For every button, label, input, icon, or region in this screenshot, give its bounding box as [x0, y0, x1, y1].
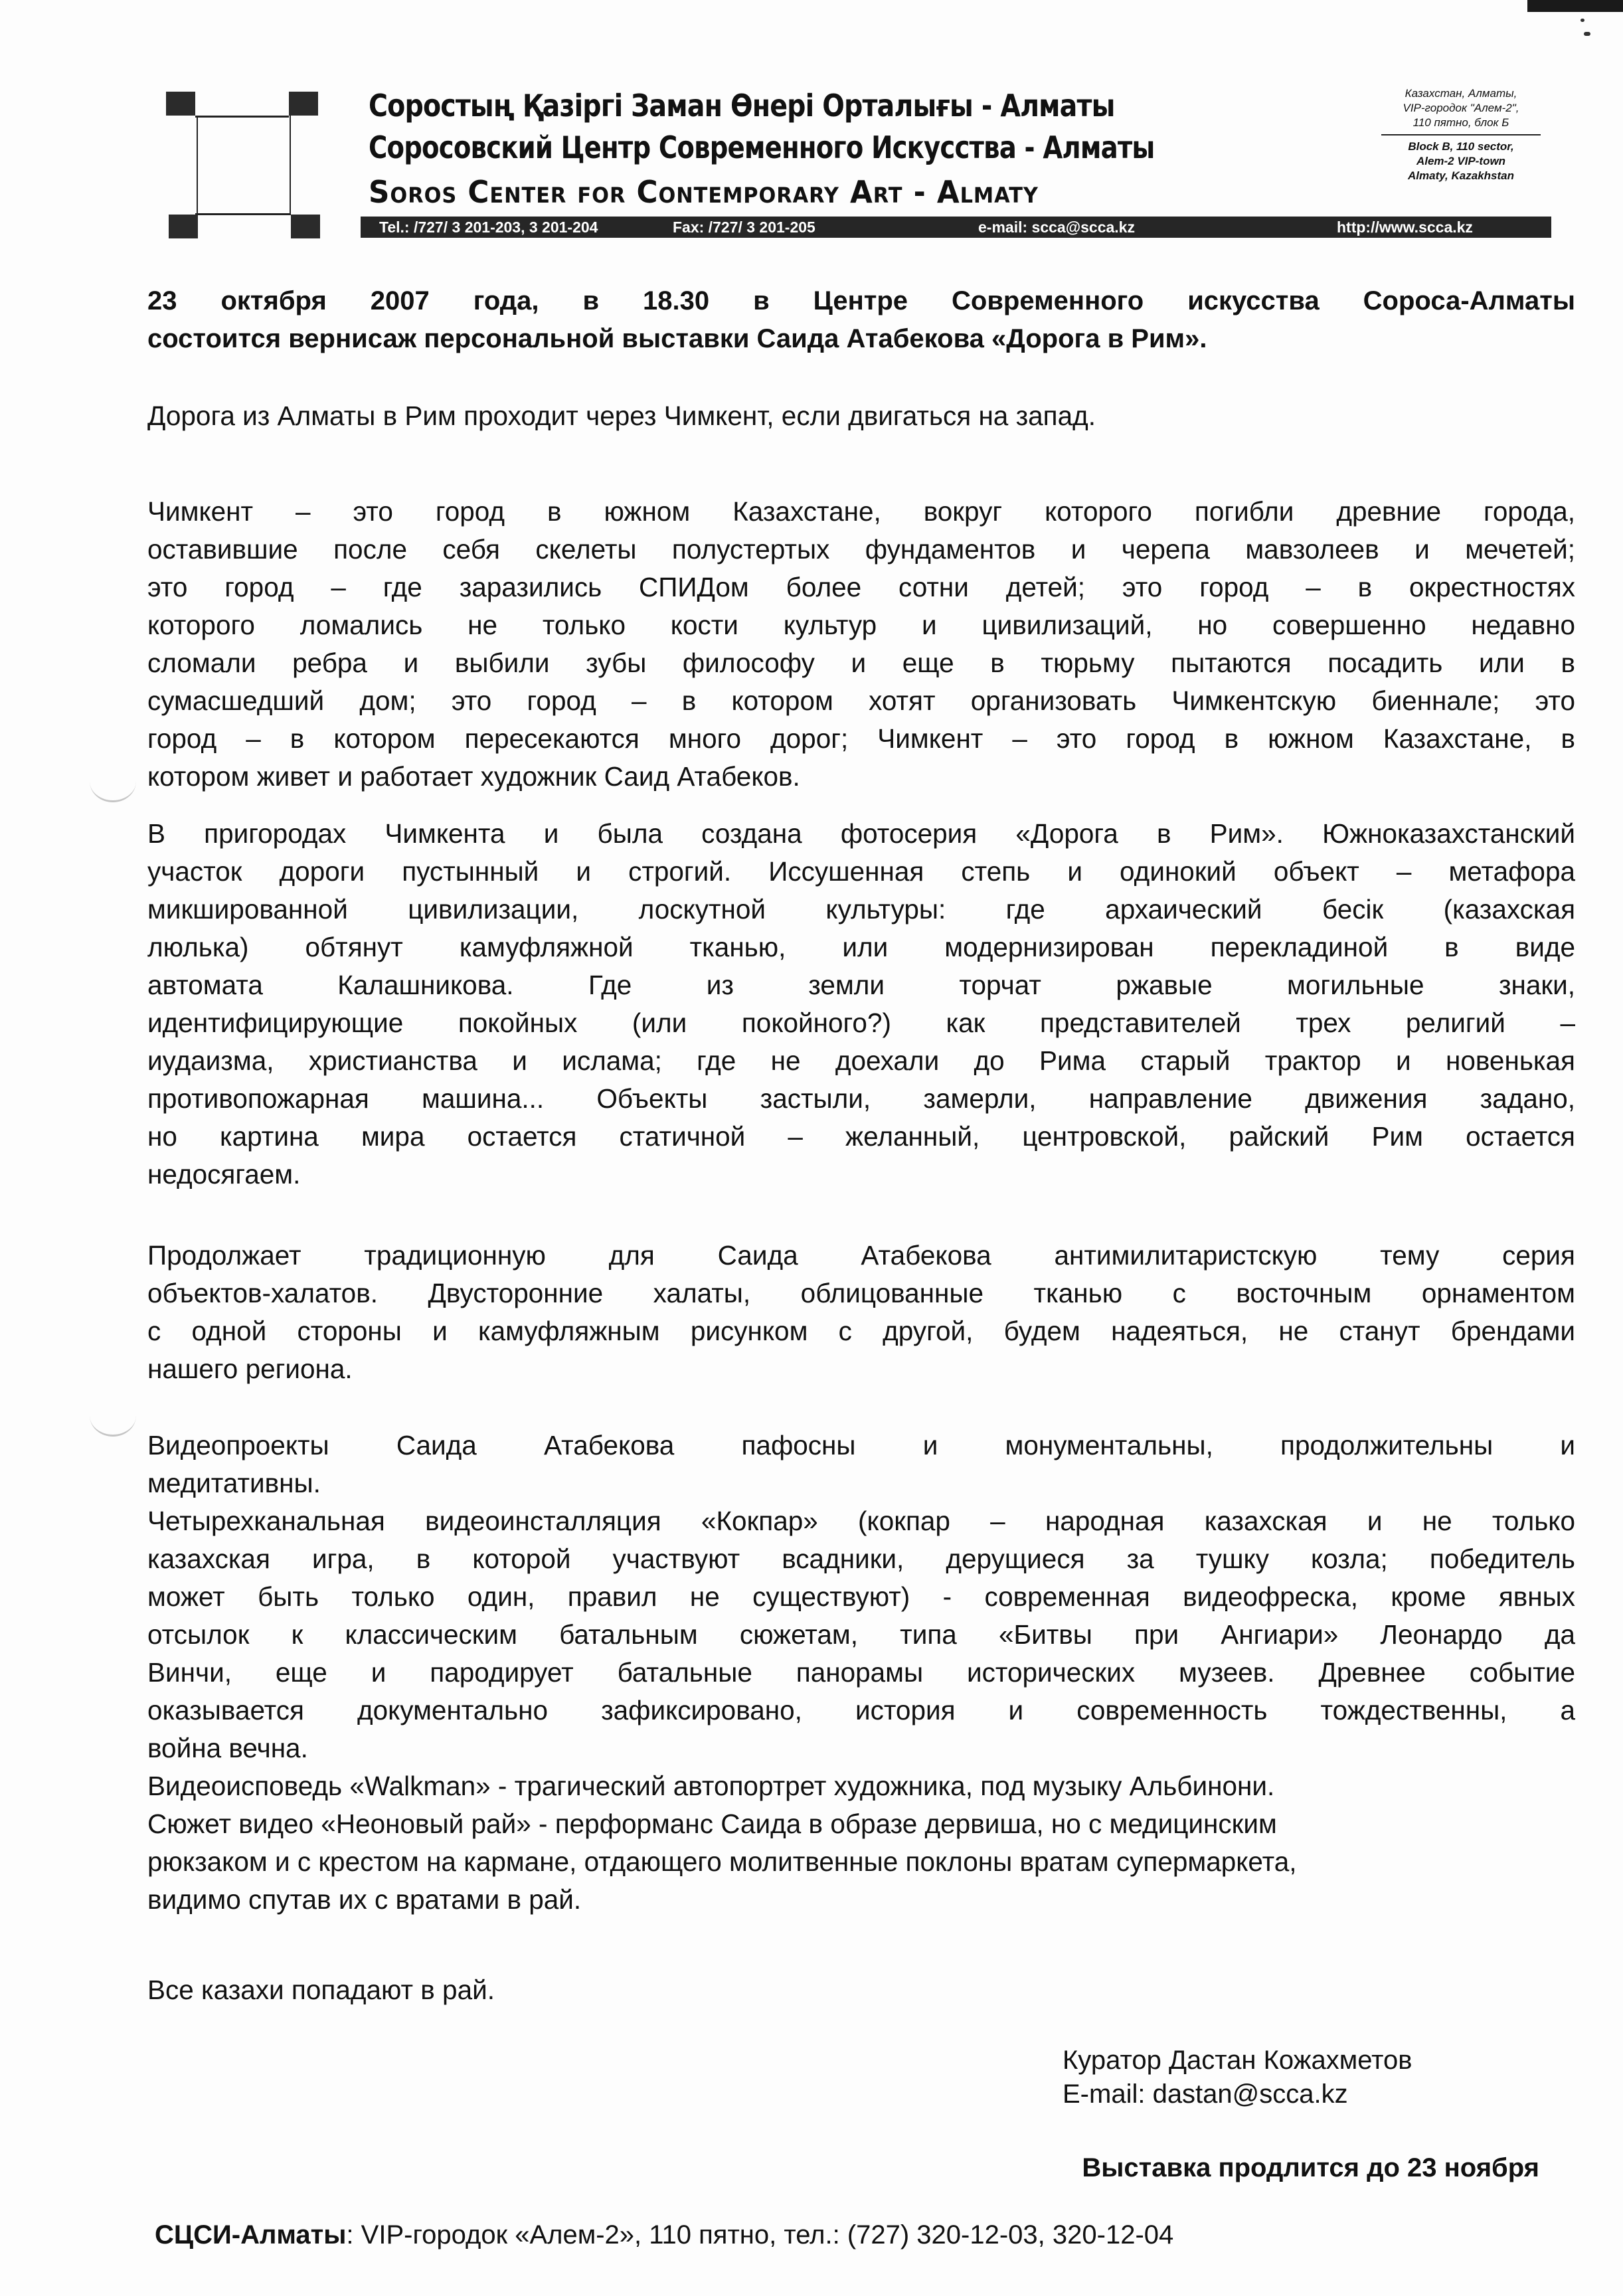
address-english: Block B, 110 sector, Alem-2 VIP-town Almaty, Kazakhstan: [1408, 140, 1514, 182]
paragraph-shymkent: Чимкент – это город в южном Казахстане, вокруг которого погибли древние города, оставившие после себя скелеты полустертых фундаментов и черепа мавзолеев и мечетей; это город – где заразились СПИДом более сотни детей; это город – в окрестностях которого ломались не только кости культур и цивилизаций, но совершенно недавно сломали ребра и выбили зубы философу и еще в тюрьму пытаются посадить или в сумасшедший дом; это город – в котором хотят организовать Чимкентскую биеннале; это город – в котором пересекаются много дорог; Чимкент – это город в южном Казахстане, в котором живет и работает художник Саид Атабеков.: [147, 496, 1575, 792]
contact-email: e-mail: scca@scca.kz: [978, 219, 1135, 236]
exhibition-end-note: Выставка продлится до 23 ноября: [1082, 2153, 1539, 2182]
paragraph-final: Все казахи попадают в рай.: [147, 1975, 495, 2005]
paragraph-robes: Продолжает традиционную для Саида Атабекова антимилитаристскую тему серия объектов-халатов. Двусторонние халаты, облицованные тканью с восточным орнаментом с одной стороны и камуфляжным рисунком с другой, будем надеяться, не станут брендами нашего региона.: [147, 1240, 1575, 1384]
announcement-lead: 23 октября 2007 года, в 18.30 в Центре Современного искусства Сороса-Алматы состоится вернисаж персональной выставки Саида Атабекова «Дорога в Рим».: [147, 286, 1575, 353]
footer-org: СЦСИ-Алматы: [155, 2220, 347, 2250]
scan-edge-artifact: [1527, 0, 1623, 12]
contact-tel: Tel.: /727/ 3 201-203, 3 201-204: [379, 219, 598, 236]
scan-speck: [1584, 32, 1590, 36]
address-russian: Казахстан, Алматы, VIP-городок "Алем-2", 110 пятно, блок Б: [1403, 87, 1519, 129]
org-name-russian: Соросовский Центр Современного Искусства - Алматы: [369, 130, 1155, 165]
scan-speck: [1580, 19, 1584, 22]
curator-name: Куратор Дастан Кожахметов: [1063, 2046, 1412, 2075]
scca-logo: [166, 92, 352, 244]
org-name-kazakh: Соростың Қазіргі Заман Өнері Орталығы - Алматы: [369, 88, 1115, 124]
org-name-english: Soros Center for Contemporary Art - Almaty: [369, 174, 1039, 210]
contact-band: [361, 217, 1551, 238]
contact-website: http://www.scca.kz: [1337, 219, 1473, 236]
address-divider: [1381, 134, 1541, 135]
punch-hole-mark: [90, 760, 136, 802]
punch-hole-mark: [90, 1395, 136, 1437]
paragraph-video-projects: Видеопроекты Саида Атабекова пафосны и монументальны, продолжительны и медитативны. Четырехканальная видеоинсталляция «Кокпар» (кокпар – народная казахская и не только казахская игра, в которой участвуют всадники, дерущиеся за тушку козла; победитель может быть только один, правил не существуют) - современная видеофреска, кроме явных отсылок к классическим батальным сюжетам, типа «Битвы при Ангиари» Леонардо да Винчи, еще и пародирует батальные панорамы исторических музеев. Древнее событие оказывается документально зафиксировано, история и современность тождественны, а война вечна. Видеоисповедь «Walkman» - трагический автопортрет художника, под музыку Альбинони. Сюжет видео «Неоновый рай» - перформанс Саида в образе дервиша, но с медицинским рюкзаком и с крестом на кармане, отдающего молитвенные поклоны вратам супермаркета, видимо спутав их с вратами в рай.: [147, 1430, 1575, 1915]
curator-email: E-mail: dastan@scca.kz: [1063, 2079, 1348, 2109]
footer-details: : VIP-городок «Алем-2», 110 пятно, тел.: (727) 320-12-03, 320-12-04: [346, 2220, 1174, 2250]
paragraph-route: Дорога из Алматы в Рим проходит через Чимкент, если двигаться на запад.: [147, 400, 1096, 431]
contact-fax: Fax: /727/ 3 201-205: [673, 219, 815, 236]
footer-contact: [155, 2220, 1173, 2250]
paragraph-photo-series: В пригородах Чимкента и была создана фотосерия «Дорога в Рим». Южноказахстанский участок дороги пустынный и строгий. Иссушенная степь и одинокий объект – метафора микшированной цивилизации, лоскутной культуры: где архаический бесік (казахская люлька) обтянут камуфляжной тканью, или модернизирован перекладиной в виде автомата Калашникова. Где из земли торчат ржавые могильные знаки, идентифицирующие покойных (или покойного?) как представителей трех религий – иудаизма, христианства и ислама; где не доехали до Рима старый трактор и новенькая противопожарная машина... Объекты застыли, замерли, направление движения задано, но картина мира остается статичной – желанный, центровской, райский Рим остается недосягаем.: [147, 818, 1575, 1190]
